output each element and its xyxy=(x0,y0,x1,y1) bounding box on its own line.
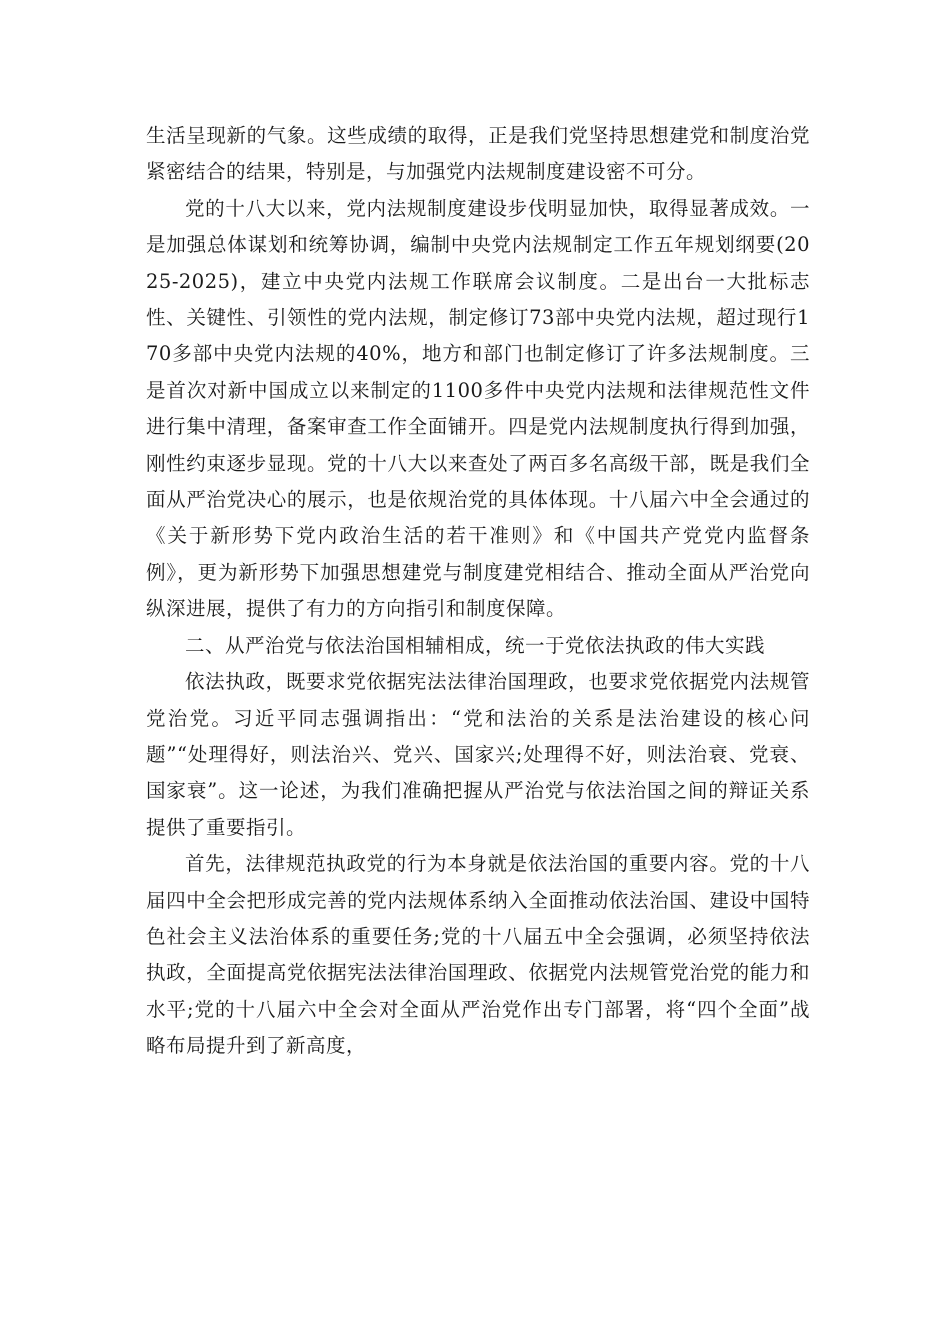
section-heading-2: 二、从严治党与依法治国相辅相成，统一于党依法执政的伟大实践 xyxy=(185,633,766,657)
document-body xyxy=(146,118,810,1065)
paragraph-rule-by-law: 依法执政，既要求党依据宪法法律治国理政，也要求党依据党内法规管党治党。习近平同志强调指出：“党和法治的关系是法治建设的核心问题”“处理得好，则法治兴、党兴、国家兴;处理得不好，则法治衰、党衰、国家衰”。这一论述，为我们准确把握从严治党与依法治国之间的辩证关系提供了重要指引。 xyxy=(146,670,810,839)
paragraph-firstly: 首先，法律规范执政党的行为本身就是依法治国的重要内容。党的十八届四中全会把形成完善的党内法规体系纳入全面推动依法治国、建设中国特色社会主义法治体系的重要任务;党的十八届五中全会强调，必须坚持依法执政，全面提高党依据宪法法律治国理政、依据党内法规管党治党的能力和水平;党的十八届六中全会对全面从严治党作出专门部署，将“四个全面”战略布局提升到了新高度， xyxy=(146,852,810,1058)
paragraph-achievements: 党的十八大以来，党内法规制度建设步伐明显加快，取得显著成效。一是加强总体谋划和统筹协调，编制中央党内法规制定工作五年规划纲要(2025-2025)，建立中央党内法规工作联席会议制度。二是出台一大批标志性、关键性、引领性的党内法规，制定修订73部中央党内法规，超过现行170多部中央党内法规的40%，地方和部门也制定修订了许多法规制度。三是首次对新中国成立以来制定的1100多件中央党内法规和法律规范性文件进行集中清理，备案审查工作全面铺开。四是党内法规制度执行得到加强，刚性约束逐步显现。党的十八大以来查处了两百多名高级干部，既是我们全面从严治党决心的展示，也是依规治党的具体体现。十八届六中全会通过的《关于新形势下党内政治生活的若干准则》和《中国共产党党内监督条例》，更为新形势下加强思想建党与制度建党相结合、推动全面从严治党向纵深进展，提供了有力的方向指引和制度保障。 xyxy=(146,196,810,621)
paragraph-continuation: 生活呈现新的气象。这些成绩的取得，正是我们党坚持思想建党和制度治党紧密结合的结果，特别是，与加强党内法规制度建设密不可分。 xyxy=(146,124,810,184)
